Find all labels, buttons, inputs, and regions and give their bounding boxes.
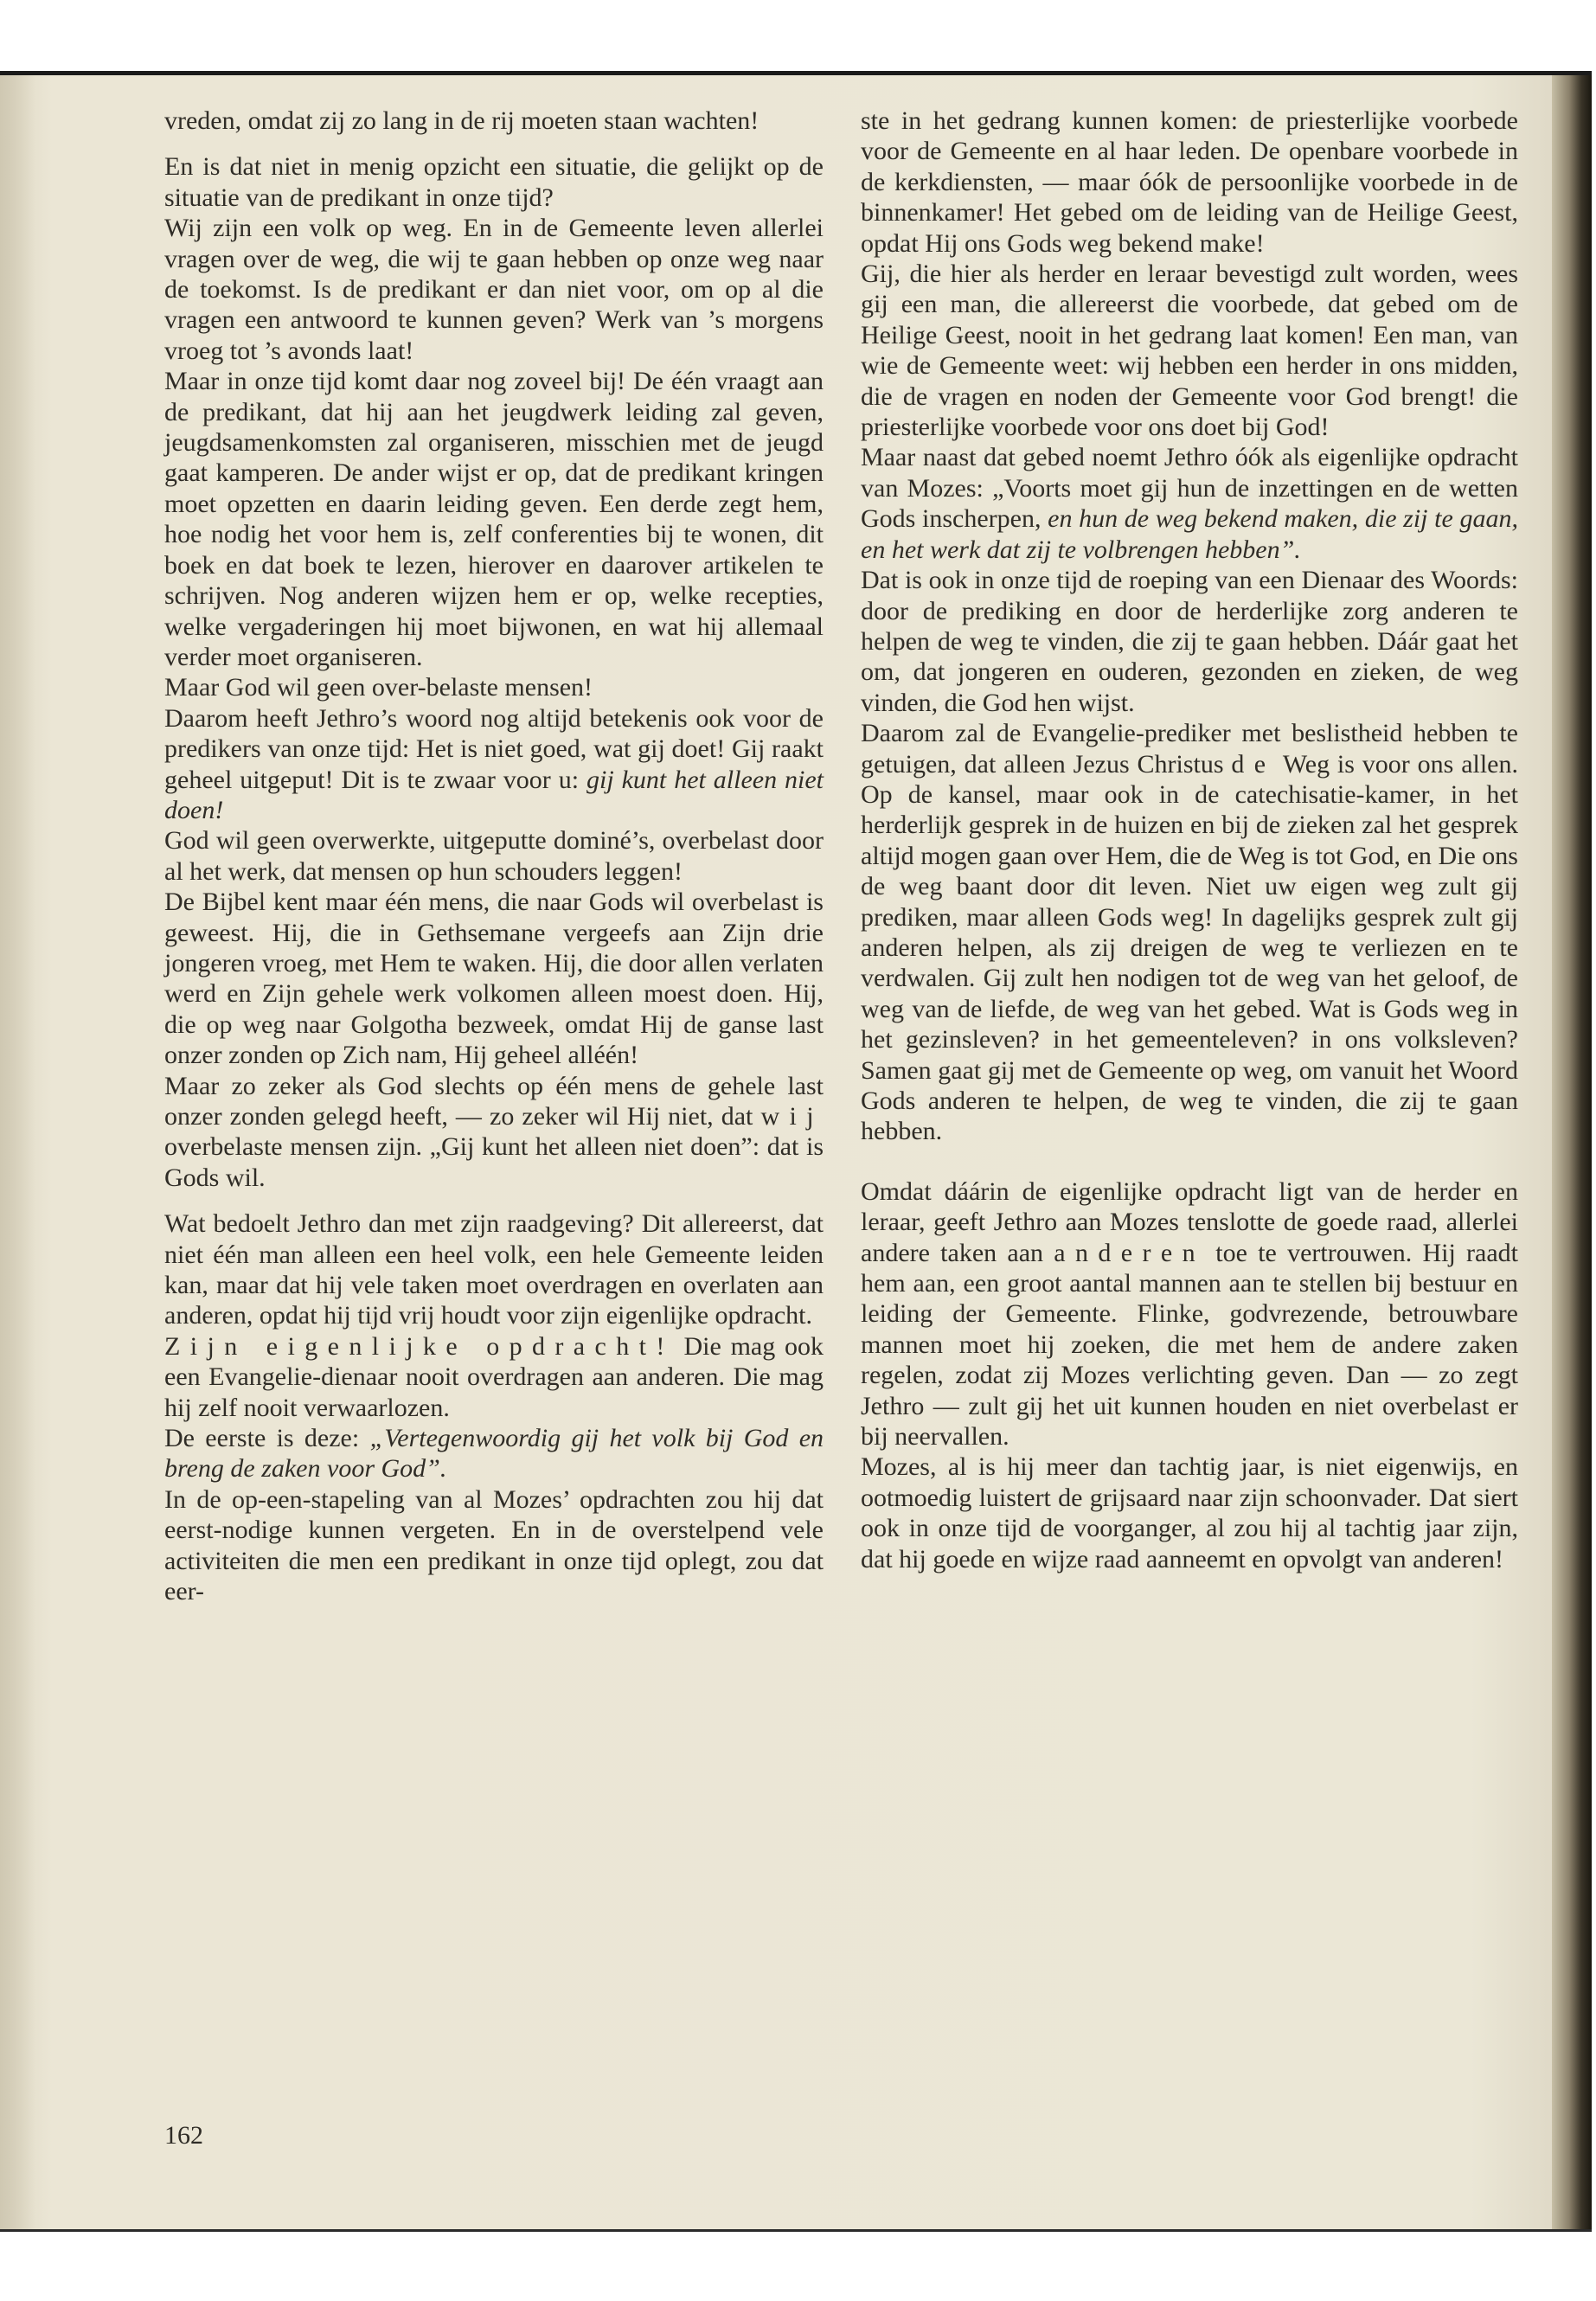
paragraph: Maar in onze tijd komt daar nog zoveel bij! De één vraagt aan de predikant, dat hij aan het jeugdwerk leiding zal geven, jeugdsamenkomsten zal organiseren, misschien met de jeugd gaat kamperen. De ander wijst er op, dat de predikant kringen moet opzetten en daarin leiding geven. Een derde zegt hem, hoe nodig het voor hem is, zelf conferenties bij te wonen, dit boek en dat boek te lezen, hierover en daarover artikelen te schrijven. Nog anderen wijzen hem er op, welke recepties, welke vergaderingen hij moet bijwonen, en wat hij allemaal verder moet organiseren. <box>164 367 824 671</box>
paragraph: God wil geen overwerkte, uitgeputte dominé’s, overbelast door al het werk, dat mensen op hun schouders leggen! <box>164 826 824 886</box>
paragraph: Wat bedoelt Jethro dan met zijn raadgeving? Dit allereerst, dat niet één man alleen een heel volk, een hele Gemeente leiden kan, maar dat hij vele taken moet overdragen en overlaten aan anderen, opdat hij tijd vrij houdt voor zijn eigenlijke opdracht. <box>164 1209 824 1330</box>
emphasis-spaced-text: anderen <box>1054 1238 1206 1267</box>
paragraph-text: De eerste is deze: <box>164 1424 360 1453</box>
paragraph-text: Weg is voor ons allen. Op de kansel, maar ook in de catechisatie-kamer, in het herderlijk gesprek in de huizen en bij de zieken zal het gesprek altijd mogen gaan over Hem, die de Weg is tot God, en Die ons de weg baant door dit leven. Niet uw eigen weg zult gij prediken, maar alleen Gods weg! In dagelijks gesprek zult gij anderen helpen, als zij dreigen de weg te verliezen en te verdwalen. Gij zult hen nodigen tot de weg van het geloof, de weg van de liefde, de weg van het gebed. Wat is Gods weg in het gezinsleven? in het gemeenteleven? in ons volksleven? Samen gaat gij met de Gemeente op weg, om vanuit het Woord Gods anderen te helpen, de weg te vinden, die zij te gaan hebben. <box>861 749 1518 1146</box>
paragraph: En is dat niet in menig opzicht een situatie, die gelijkt op de situatie van de predikant in onze tijd? <box>164 152 824 212</box>
left-column <box>164 106 824 1607</box>
margin-band <box>0 2232 1596 2301</box>
paragraph-text: Daarom heeft Jethro’s woord nog altijd betekenis ook voor de predikers van onze tijd: Het is niet goed, wat gij doet! Gij raakt geheel uitgeput! Dit is te zwaar voor u: <box>164 703 824 794</box>
page-number: 162 <box>164 2121 203 2150</box>
paragraph: Maar God wil geen over-belaste mensen! <box>164 673 593 702</box>
paragraph <box>861 718 1518 1147</box>
paragraph <box>861 1176 1518 1452</box>
paragraph <box>164 703 824 826</box>
emphasis-spaced-text: wij <box>760 1102 824 1131</box>
right-column <box>861 106 1518 1574</box>
paragraph <box>164 1071 824 1194</box>
emphasis-text: gij kunt het alleen niet doen! <box>164 765 824 824</box>
paragraph <box>164 1331 824 1423</box>
book-edge <box>1552 75 1592 2229</box>
paragraph <box>164 1423 824 1484</box>
emphasis-spaced-text: Zijn eigenlijke opdracht! <box>164 1331 675 1361</box>
paragraph-text: Omdat dáárin de eigenlijke opdracht ligt van de herder en leraar, geeft Jethro aan Mozes tenslotte de goede raad, allerlei andere taken aan <box>861 1176 1518 1267</box>
paragraph: Dat is ook in onze tijd de roeping van een Dienaar des Woords: door de prediking en door de herderlijke zorg anderen te helpen de weg te vinden, die zij te gaan hebben. Dáár gaat het om, dat jongeren en ouderen, gezonden en zieken, de weg vinden, die God hen wijst. <box>861 566 1518 717</box>
emphasis-text: „Vertegenwoordig gij het volk bij God en breng de zaken voor God”. <box>164 1424 824 1484</box>
paragraph: Gij, die hier als herder en leraar bevestigd zult worden, wees gij een man, die allereerst die voorbede, dat gebed om de Heilige Geest, nooit in het gedrang laat komen! Een man, van wie de Gemeente weet: wij hebben een herder in ons midden, die de vragen en noden der Gemeente voor God brengt! die priesterlijke voorbede voor ons doet bij God! <box>861 260 1518 442</box>
paragraph: vreden, omdat zij zo lang in de rij moeten staan wachten! <box>164 106 760 135</box>
paragraph: Wij zijn een volk op weg. En in de Gemeente leven allerlei vragen over de weg, die wij te gaan hebben op onze weg naar de toekomst. Is de predikant er dan niet voor, om op al die vragen een antwoord te kunnen geven? Werk van ’s morgens vroeg tot ’s avonds laat! <box>164 214 824 365</box>
paragraph: De Bijbel kent maar één mens, die naar Gods wil overbelast is geweest. Hij, die in Gethsemane vergeefs aan Zijn drie jongeren vroeg, met Hem te waken. Hij, die door allen verlaten werd en Zijn gehele werk volkomen alleen moest doen. Hij, die op weg naar Golgotha bezweek, omdat Hij de ganse last onzer zonden op Zich nam, Hij geheel alléén! <box>164 888 824 1070</box>
paragraph-text: Die mag ook een Evangelie-dienaar nooit overdragen aan anderen. Die mag hij zelf nooit verwaarlozen. <box>164 1331 824 1422</box>
paragraph-text: Maar zo zeker als God slechts op één mens de gehele last onzer zonden gelegd heeft, — zo zeker wil Hij niet, dat <box>164 1071 824 1131</box>
paragraph <box>861 442 1518 565</box>
paragraph-text: Daarom zal de Evangelie-prediker met beslistheid hebben te getuigen, dat alleen Jezus Christus <box>861 719 1518 779</box>
paragraph: Mozes, al is hij meer dan tachtig jaar, is niet eigenwijs, en ootmoedig luistert de grijsaard naar zijn schoonvader. Dat siert ook in onze tijd de voorganger, al zou hij al tachtig jaar zijn, dat hij goede en wijze raad aanneemt en opvolgt van anderen! <box>861 1452 1518 1574</box>
paragraph-text: overbelaste mensen zijn. „Gij kunt het alleen niet doen”: dat is Gods wil. <box>164 1132 824 1192</box>
paragraph: In de op-een-stapeling van al Mozes’ opdrachten zou hij dat eerst-nodige kunnen vergeten. En in de overstelpend vele activiteiten die men een predikant in onze tijd oplegt, zou dat eer- <box>164 1484 824 1606</box>
paragraph-text: Maar naast dat gebed noemt Jethro óók als eigenlijke opdracht van Mozes: „Voorts moet gij hun de inzettingen en de wetten Gods inscherpen, <box>861 443 1518 534</box>
paragraph-text: toe te vertrouwen. Hij raadt hem aan, een groot aantal mannen aan te stellen bij bestuur en leiding der Gemeente. Flinke, godvrezende, betrouwbare mannen moet hij zoeken, die met hem de andere zaken regelen, zodat zij Mozes verlichting geven. Dan — zo zegt Jethro — zult gij het uit kunnen houden en niet overbelast er bij neervallen. <box>861 1238 1518 1452</box>
emphasis-spaced-text: de <box>1231 749 1276 779</box>
emphasis-text: en hun de weg bekend maken, die zij te gaan, en het werk dat zij te volbrengen hebben”. <box>861 504 1519 564</box>
binding-shadow <box>0 75 35 2229</box>
paragraph: ste in het gedrang kunnen komen: de priesterlijke voorbede voor de Gemeente en al haar leden. De openbare voorbede in de kerkdiensten, — maar óók de persoonlijke voorbede in de binnenkamer! Het gebed om de leiding van de Heilige Geest, opdat Hij ons Gods weg bekend make! <box>861 106 1518 258</box>
